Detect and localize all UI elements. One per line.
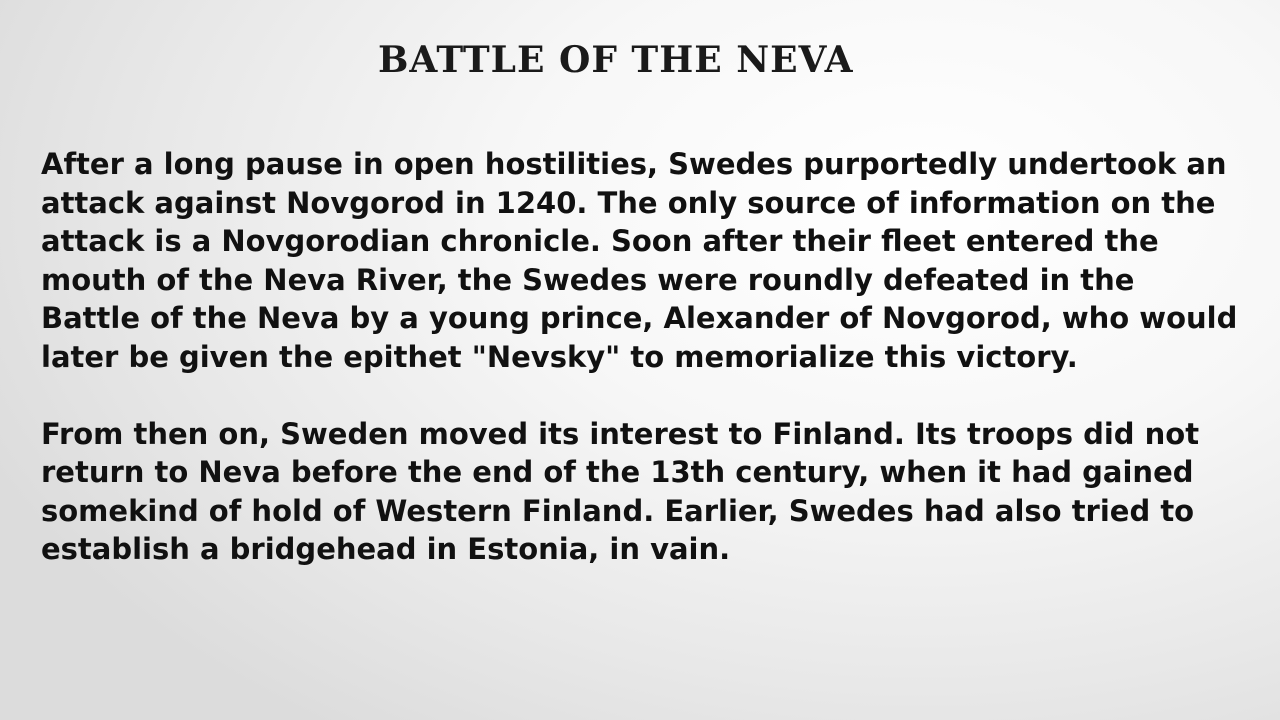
- slide-body: [41, 145, 1241, 569]
- slide-title: BATTLE OF THE NEVA: [378, 39, 854, 81]
- paragraph-finland: From then on, Sweden moved its interest to Finland. Its troops did not return to Neva before the end of the 13th century, when it had gained somekind of hold of Western Finland. Earlier, Swedes had also tried to establish a bridgehead in Estonia, in vain.: [41, 416, 1200, 566]
- paragraph-battle: After a long pause in open hostilities, Swedes purportedly undertook an attack against Novgorod in 1240. The only source of information on the attack is a Novgorodian chronicle. Soon after their fleet entered the mouth of the Neva River, the Swedes were roundly defeated in the Battle of the Neva by a young prince, Alexander of Novgorod, who would later be given the epithet "Nevsky" to memorialize this victory.: [41, 147, 1238, 374]
